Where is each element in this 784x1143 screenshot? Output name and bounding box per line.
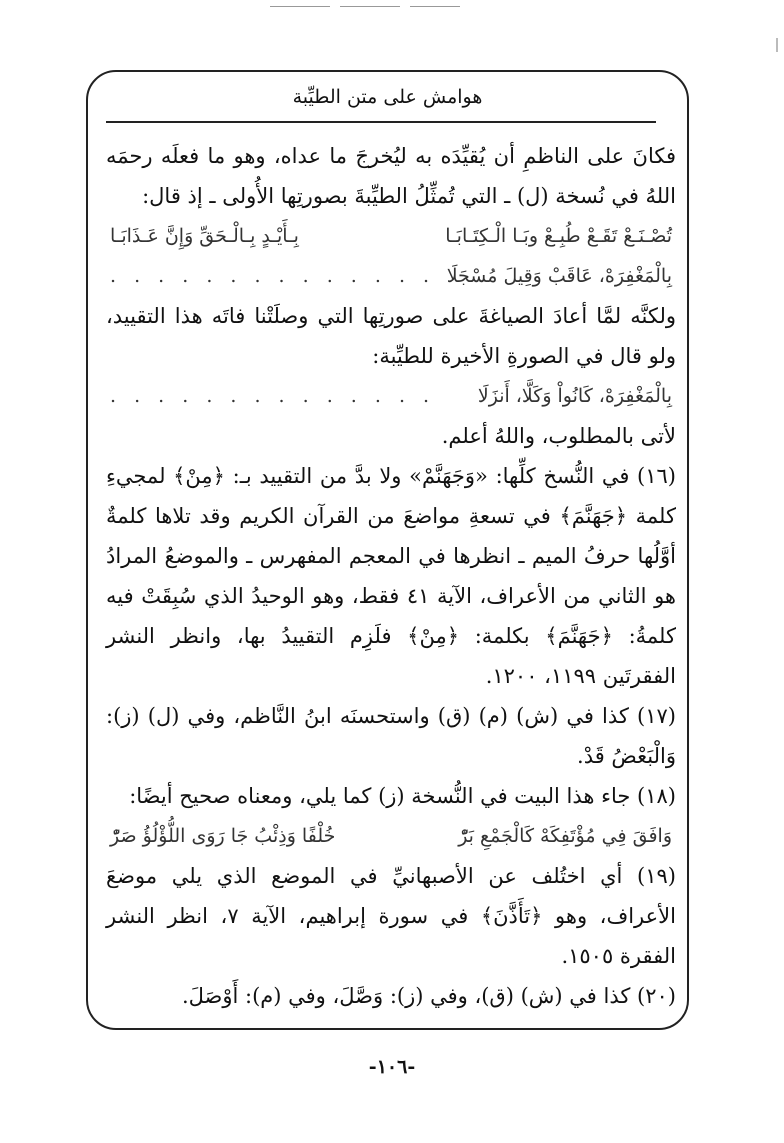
verse-ellipsis: . . . . . . . . . . . . . . [110,385,436,407]
footnote-16: (١٦) في النُّسخ كلِّها: «وَجَهَنَّمْ» ولا بدَّ من التقييد بـ: ﴿مِنْ﴾ لمجيءِ كلمة ﴿جَهَنَّمَ﴾ في تسعةِ مواضعَ من القرآن الكريم وقد تلاها كلمةٌ أوَّلُها حرفُ الميم ـ انظرها في المعجم المفهرس ـ والموضعُ المرادُ هو الثاني من الأعراف، الآية ٤١ فقط، وهو الوحيدُ الذي سُبِقَتْ فيه كلمةُ: ﴿جَهَنَّمَ﴾ بكلمة: ﴿مِنْ﴾ فلَزِم التقييدُ بها، وانظر النشر الفقرتَين ١١٩٩، ١٢٠٠. [106,464,676,688]
header-rule [106,121,656,123]
verse-hemistich-right: تُصْـنَـعْ تَقَـعْ طُبِـعْ وبَـا الْـكِتَـابَـا [445,225,672,247]
paragraph: فكانَ على الناظمِ أن يُقيِّدَه به ليُخرجَ ما عداه، وهو ما فعلَه رحمَه اللهُ في نُسخة (ل) ـ التي تُمثِّلُ الطيِّبةَ بصورتِها الأُولى ـ إذ قال: [106,144,676,208]
footnote-20: (٢٠) كذا في (ش) (ق)، وفي (ز): وَصَّلَ، وفي (م): أَوْصَلَ. [181,984,676,1008]
paragraph: لأتى بالمطلوب، واللهُ أعلم. [441,424,676,448]
paragraph: ولكنَّه لمَّا أعادَ الصياغةَ على صورتِها التي وصلَتْنا فاتَه هذا التقييد، ولو قال في الصورةِ الأخيرة للطيِّبة: [106,304,676,368]
verse-line [106,216,676,256]
verse-line [106,376,676,416]
footnote-17: (١٧) كذا في (ش) (م) (ق) واستحسنَه ابنُ النَّاظم، وفي (ل) (ز): وَالْبَعْضُ قَدْ. [106,704,676,768]
footnote-18: (١٨) جاء هذا البيت في النُّسخة (ز) كما يلي، ومعناه صحيح أيضًا: [129,784,676,808]
verse-ellipsis: . . . . . . . . . . . . . . [110,265,436,287]
verse-line [106,816,676,856]
footnote-19: (١٩) أي اختُلف عن الأصبهانيِّ في الموضع الذي يلي موضعَ الأعراف، وهو ﴿تَأَذَّنَ﴾ في سورة إبراهيم، الآية ٧، انظر النشر الفقرة ١٥٠٥. [106,864,676,968]
running-header: هوامش على متن الطيِّبة [292,86,483,108]
verse-hemistich-right: بِالْمَغْفِرَهْ، عَاقَبْ وَقِيلَ مُسْجَلَا [446,265,672,287]
verse-line [106,256,676,296]
verse-hemistich-right: وَافَقَ فِي مُؤْتَفِكَهْ كَالْجَمْعِ بَرّْ [458,825,672,847]
page-number: -١٠٦- [368,1056,416,1078]
top-scan-lines [270,6,460,8]
verse-hemistich-right: بِالْمَغْفِرَهْ، كَانُواْ وَكَلَّا، أَنزَلَا [477,385,672,407]
verse-hemistich-left: خُلْفًا وَذِئْبُ جَا رَوَى اللُّؤْلُؤُ صَرّْ [110,825,336,847]
verse-hemistich-left: بِـأَيْـدٍ بِـالْـحَقِّ وَإِنَّ عَـذَابَـا [110,225,299,247]
scan-edge-mark [776,38,778,52]
page-body [106,136,676,1016]
